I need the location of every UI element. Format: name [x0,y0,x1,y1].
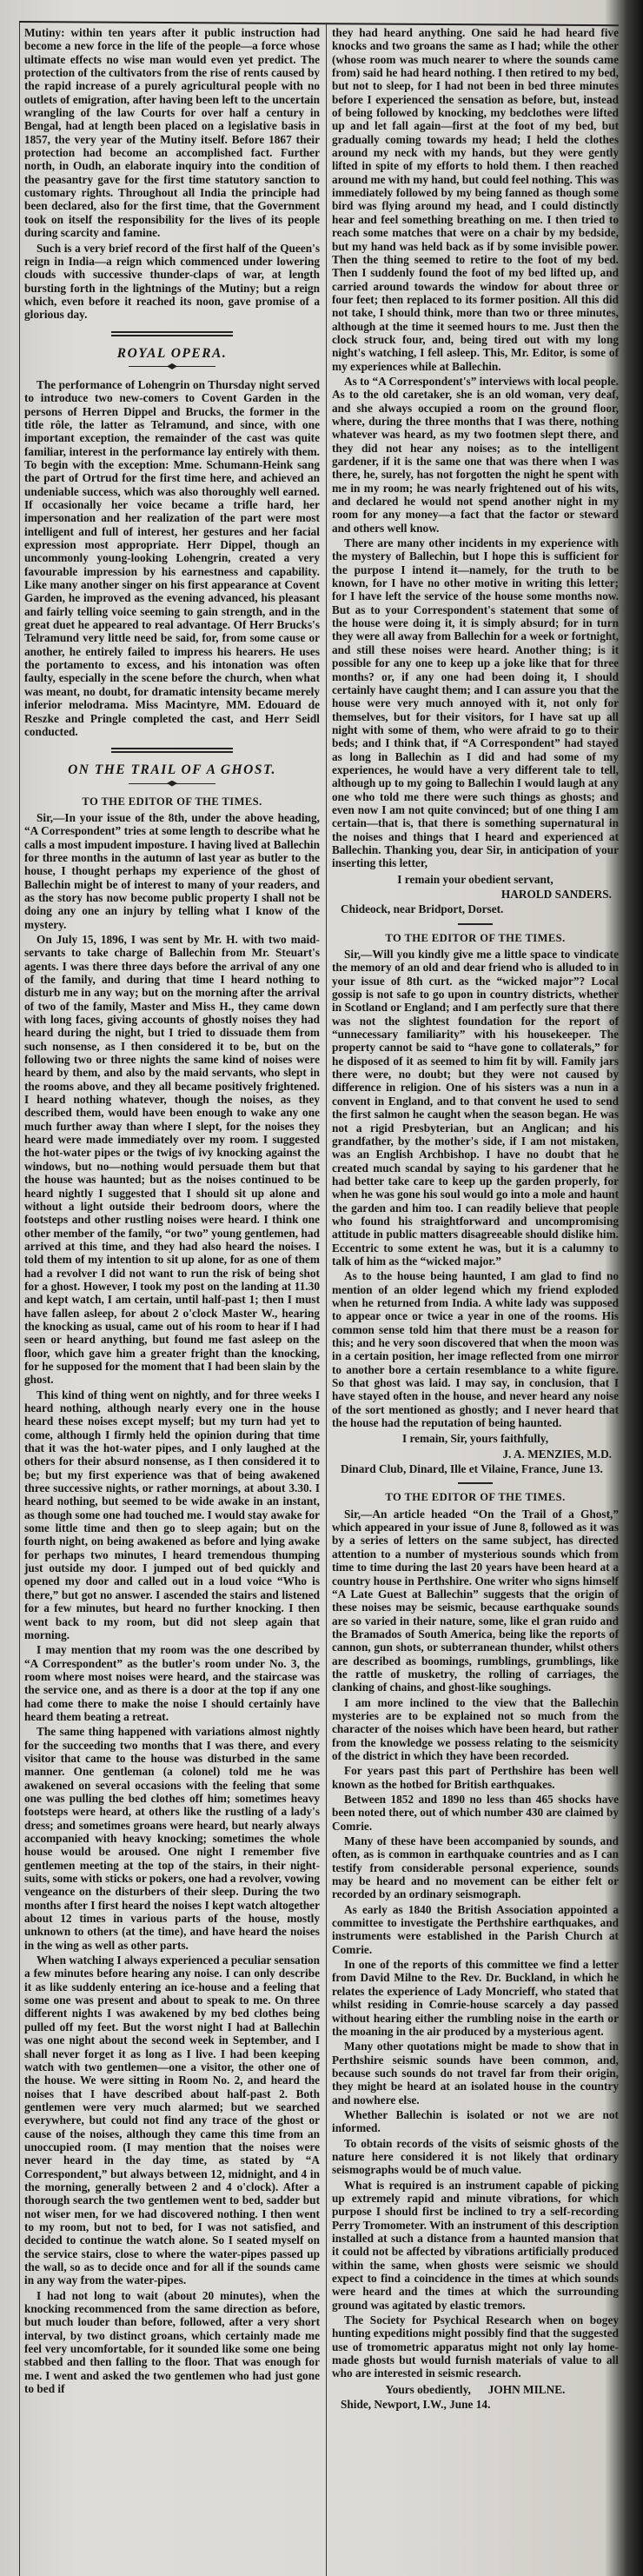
paragraph: As to the house being haunted, I am glad to find no mention of an older legend which my friend exploded when he returned from India. A white lady was supposed to appear once or twice a year in one of the rooms. His common sense told him that there must be a reason for this; and he very soon discovered that when the moon was in a certain position, her image reflected from one mirror to another bore a certain resemblance to a white figure. So that ghost was laid. I may say, in conclusion, that I have stayed often in the house, and never heard any noise of the sort mentioned as ghostly; and I never heard that the house had the reputation of being haunted. [332,1269,619,1430]
paragraph: For years past this part of Perthshire has been well known as the hotbed for British earthquakes. [332,1764,619,1791]
paragraph: Between 1852 and 1890 no less than 465 shocks have been noted there, out of which number 430 are claimed by Comrie. [332,1793,619,1833]
paragraph: I am more inclined to the view that the Ballechin mysteries are to be explained not so much from the character of the noises which have been heard, but rather from the knowledge we possess relating to the seismicity of the district in which they have been recorded. [332,1695,619,1762]
paragraph: Mutiny: within ten years after it public instruction had become a new force in the life of the people—a force whose ultimate effects no wise man would even yet predict. The protection of the cultivators from the rise of rents caused by the rapid increase of a purely agricultural people with no outlets of emigration, after having been left to the uncertain wrangling of the law Courts for over half a century in Bengal, had at length been placed on a legislative basis in 1857, the very year of the Mutiny itself. Before 1867 their protection had become an accomplished fact. Further north, in Oudh, an elaborate inquiry into the condition of the peasantry gave for the first time statutory sanction to customary rights. Throughout all India the principle had been declared, also for the first time, that the Government took on itself the responsibility for the lives of its people during scarcity and famine. [24,26,320,240]
letter-signature: J. A. MENZIES, M.D. [502,1447,612,1461]
right-column [332,26,619,2411]
letter-closing [332,2383,619,2396]
letter-signature: HAROLD SANDERS. [500,888,612,901]
letter-address: Dinard Club, Dinard, Ille et Vilaine, France, June 13. [341,1462,603,1476]
letter-address: Chideock, near Bridport, Dorset. [341,902,504,916]
letter-address: Shide, Newport, I.W., June 14. [341,2398,491,2412]
letter-closing: I remain your obedient servant, [397,872,554,886]
paragraph: The same thing happened with variations almost nightly for the succeeding two months that I was there, and every visitor that came to the house was disturbed in the same manner. One gentleman (a colonel) told me he was awakened on several occasions with the feeling that some one was pulling the bed clothes off him; sometimes heavy footsteps were heard, at others like the rustling of a lady's dress; and sometimes groans were heard, but nearly always accompanied with heavy knocking; sometimes the whole house would be aroused. One night I remember five gentlemen meeting at the top of the stairs, in their night-suits, some with sticks or pokers, one had a revolver, vowing vengeance on the disturbers of their sleep. During the two months after I first heard the noises I kept watch altogether about 12 times in various parts of the house, mostly unknown to others (at the time), and have heard the noises in the wing as well as other parts. [24,1725,320,1952]
letter-signature: JOHN MILNE. [487,2382,566,2396]
paragraph: In one of the reports of this committee we find a letter from David Milne to the Rev. Dr. Buckland, in which he relates the experience of Lady Moncrieff, who stated that whilst residing in Comrie-house scarcely a day passed without hearing either the rumbling noise in the earth or the moaning in the air produced by a mysterious agent. [332,1958,619,2038]
letter-closing-text: Yours obediently, [385,2382,471,2396]
paragraph: Many other quotations might be made to show that in Perthshire seismic sounds have been common, and, because such sounds do not travel far from their origin, they might be heard at an isolated house in the country and nowhere else. [332,2040,619,2107]
section-heading-royal-opera: ROYAL OPERA. [116,345,228,361]
section-heading-ghost: ON THE TRAIL OF A GHOST. [68,762,276,778]
left-column [24,26,320,2395]
paragraph: I may mention that my room was the one described by “A Correspondent” as the butler's room under No. 3, the room where most noises were heard, and the staircase was the service one, and as there is a door at the top if any one had come there to make the noise I should certainly have heard them beating a retreat. [24,1643,320,1723]
double-rule [111,748,233,753]
paragraph: The Society for Psychical Research when on bogey hunting expeditions might possibly find that the suggested use of tromometric apparatus might not only lay home-made ghosts but would furnish materials of value to all who are interested in seismic research. [332,2313,619,2380]
short-rule [458,923,493,925]
ornament-divider [129,781,215,787]
paragraph: Sir,—Will you kindly give me a little space to vindicate the memory of an old and dear friend who is alluded to in your issue of 8th curt. as the “wicked major”? Local gossip is not safe to go upon in country districts, whether in Scotland or England; and I am perfectly sure that there was not the slightest foundation for the report of “unnecessary familiarity” with his housekeeper. The property cannot be said to “have gone to collaterals,” for he disposed of it as seemed to him fit by will. Family jars there were, no doubt; but they were not caused by difference in religion. One of his sisters was a nun in a convent in England, and to that convent he used to send the first salmon he caught when the season began. He was not a rigid Presbyterian, but an Anglican; and his grandfather, by the mother's side, if I am not mistaken, was an English Archbishop. I have no doubt that he created much scandal by saying to his gardener that he had better take care to keep up the garden properly, for when he was gone his soul would go into a mole and haunt the garden and him too. I can readily believe that people who found his straightforward and uncompromising attitude in public matters disagreeable should dislike him. Eccentric to some extent he was, but it is a calumny to talk of him as the “wicked major.” [332,948,619,1268]
paragraph: There are many other incidents in my experience with the mystery of Ballechin, but I hope this is sufficient for the purpose I intend it—namely, for the truth to be known, for I have no other motive in writing this letter; for I have left the service of the house some months now. But as to your Correspondent's statement that some of the house were doing it, it is simply absurd; for in turn they were all away from Ballechin for a week or fortnight, and still these noises were heard. Another thing; is it possible for any one to keep up a joke like that for three months? or, if any one had been doing it, I should certainly have caught them; and I can assure you that the house were very much annoyed with it, not only for themselves, but for their visitors, for I have sat up all night with some of them, who were afraid to go to their beds; and I think that, if “A Correspondent” had stayed as long in Ballechin as I did and had some of my experiences, he would have a very different tale to tell, although up to my going to Ballechin I would laugh at any one who told me there were such things as ghosts; and even now I am not quite convinced; but of one thing I am certain—that is, that there is something supernatural in the noises and things that I heard and experienced at Ballechin. Thanking you, dear Sir, in anticipation of your inserting this letter, [332,536,619,870]
paragraph: Whether Ballechin is isolated or not we are not informed. [332,2107,619,2135]
paragraph: Sir,—An article headed “On the Trail of a Ghost,” which appeared in your issue of June 8, followed as it was by a series of letters on the same subject, has directed attention to a number of mysterious sounds which from time to time during the last 20 years have been heard at a country house in Perthshire. One writer who signs himself “A Late Guest at Ballechin” suggests that the origin of these noises may be seismic, because earthquake sounds are so varied in their nature, some, like el gran ruido and the Bramados of South America, being like the reports of cannon, gun shots, or subterranean thunder, whilst others are described as boomings, rumblings, grumblings, like the rattle of musketry, the rolling of carriages, the clanking of chains, and ghost-like soughings. [332,1507,619,1694]
letter-heading: TO THE EDITOR OF THE TIMES. [385,1491,566,1504]
paragraph: As early as 1840 the British Association appointed a committee to investigate the Perthshire earthquakes, and instruments were established in the Parish Church at Comrie. [332,1902,619,1956]
paragraph: I had not long to wait (about 20 minutes), when the knocking recommenced from the same direction as before, but much louder than before, followed, after a very short interval, by two distinct groans, which certainly made me feel very uncomfortable, for it sounded like some one being stabbed and then falling to the floor. That was enough for me. I went and asked the two gentlemen who had just gone to bed if [24,2288,320,2396]
letter-heading: TO THE EDITOR OF THE TIMES. [82,795,262,808]
paragraph: Such is a very brief record of the first half of the Queen's reign in India—a reign which commenced under lowering clouds with successive thunder-claps of war, at length bursting forth in the lightnings of the Mutiny; but a reign which, even before it reached its noon, gave promise of a glorious day. [24,241,320,322]
paragraph: On July 15, 1896, I was sent by Mr. H. with two maid-servants to take charge of Ballechin from Mr. Steuart's agents. I was there three days before the arrival of any one of the family, and during that time I heard nothing to disturb me in any way; but on the morning after the arrival of two of the family, Master and Miss H., they came down with long faces, giving accounts of ghostly noises they had heard during the night, but I tried to dissuade them from such nonsense, as I then considered it to be, but on the following two or three nights the same kind of noises were heard by them, and also by the maid servants, who slept in the rooms above, and they all became positively frightened. I heard nothing whatever, though the noises, as they described them, would have been enough to wake any one much further away than where I slept, for the noises they heard were made immediately over my room. I suggested the hot-water pipes or the twigs of ivy knocking against the windows, but no—nothing would persuade them but that the house was haunted; but as the noises continued to be heard nightly I suggested that I should sit up alone and without a light outside their bedroom doors, where the footsteps and other rustling noises were heard. I think one other member of the family, “or two” young gentlemen, had arrived at this time, and they had also heard the noises. I told them of my intention to sit up alone, for as one of them had a revolver I did not want to run the risk of being shot for a ghost. However, I took my post on the landing at 11.30 and kept watch, I am certain, until half-past 1; then I must have fallen asleep, for about 2 o'clock Master W., hearing the knocking as usual, came out of his room to hear if I had seen or heard anything, but found me fast asleep on the floor, which gave him a greater fright than the knocking, for he supposed for the moment that I had been slain by the ghost. [24,932,320,1387]
double-rule [111,331,233,336]
short-rule [458,1482,493,1484]
paragraph: This kind of thing went on nightly, and for three weeks I heard nothing, although nearly every one in the house heard these noises except myself; but my turn had yet to come, although I firmly held the opinion during that time that it was the hot-water pipes, and I only laughed at the others for their absurd nonsense, as I then considered it to be; but my first experience was that of being awakened three successive nights, or rather mornings, at about 3.30. I heard nothing, but seemed to be wide awake in an instant, as though some one had touched me. I would stay awake for some little time and then go to sleep again; but on the fourth night, on being awakened as before and lying awake for perhaps two minutes, I heard tremendous thumping just outside my door. I jumped out of bed quickly and opened my door and called out in a loud voice “Who is there,” but got no answer. I ascended the stairs and listened for a few minutes, but heard no further knocking. I then went back to my room, but did not sleep again that morning. [24,1388,320,1641]
paragraph: When watching I always experienced a peculiar sensation a few minutes before hearing any noise. I can only describe it as like suddenly entering an ice-house and a feeling that some one was present and about to speak to me. On three different nights I was awakened by my bed clothes being pulled off my feet. But the worst night I had at Ballechin was one night about the second week in September, and I shall never forget it as long as I live. I had been keeping watch with two gentlemen—one a visitor, the other one of the house. We were sitting in Room No. 2, and heard the noises that I have described about half-past 2. Both gentlemen were very much alarmed; but we searched everywhere, but could not find any trace of the ghost or cause of the noises, although they came this time from an unoccupied room. (I may mention that the noises were never heard in the day time, as stated by “A Correspondent,” but always between 12, midnight, and 4 in the morning, generally between 2 and 4 o'clock). After a thorough search the two gentlemen went to bed, sadder but not wiser men, for we had discovered nothing. I then went to my room, but not to bed, for I was not satisfied, and decided to continue the watch alone. So I seated myself on the service stairs, close to where the water-pipes passed up the wall, so as to decide once and for all if the sounds came in any way from the water-pipes. [24,1954,320,2287]
column-divider [19,23,20,2576]
letter-heading: TO THE EDITOR OF THE TIMES. [385,931,566,944]
paragraph: What is required is an instrument capable of picking up extremely rapid and minute vibrations, for which purpose I should first be inclined to try a self-recording Perry Tromometer. With an instrument of this description installed at such a distance from a haunted mansion that it could not be affected by vibrations artificially produced within the same, when ghosts were seismic we should expect to find a coincidence in the times at which sounds were heard and the times at which the surrounding ground was agitated by elastic tremors. [332,2178,619,2312]
paragraph: Sir,—In your issue of the 8th, under the above heading, “A Correspondent” tries at some length to describe what he calls a most impudent imposture. I having lived at Ballechin for three months in the autumn of last year as butler to the house, I thought perhaps my experience of the ghost of Ballechin might be of interest to many of your readers, and as the story has now become public property I shall not be doing any one an injury by telling what I know of the mystery. [24,810,320,931]
ornament-divider [129,363,215,369]
letter-closing: I remain, Sir, yours faithfully, [401,1432,549,1446]
paragraph: Many of these have been accompanied by sounds, and often, as is common in earthquake countries and as I can testify from considerable personal experience, sounds may be heard and no movement can be either felt or recorded by an ordinary seismograph. [332,1834,619,1901]
column-divider [326,23,327,2576]
paragraph: The performance of Lohengrin on Thursday night served to introduce two new-comers to Covent Garden in the persons of Herren Dippel and Brucks, the former in the title rôle, the latter as Telramund, and since, with one important exception, the remainder of the cast was quite familiar, interest in the performance lay entirely with them. To begin with the exception: Mme. Schumann-Heink sang the part of Ortrud for the first time here, and achieved an undeniable success, which was also thoroughly well earned. If occasionally her voice became a trifle hard, her impersonation and her realization of the part were most intelligent and full of interest, her gestures and her facial expression most appropriate. Herr Dippel, though an uncommonly young-looking Lohengrin, created a very favourable impression by his earnestness and capability. Like many another singer on his first appearance at Covent Garden, he improved as the evening advanced, his pleasant and fairly telling voice seeming to gain strength, and in the great duet he appeared to real advantage. Of Herr Brucks's Telramund very little need be said, for, from some cause or another, he entirely failed to impress his hearers. He uses the portamento to excess, and his intonation was often faulty, especially in the scene before the church, when what was meant, no doubt, for dramatic intensity became merely inferior melodrama. Miss Macintyre, MM. Edouard de Reszke and Pringle completed the cast, and Herr Seidl conducted. [24,377,320,738]
paragraph: To obtain records of the visits of seismic ghosts of the nature here considered it is not likely that ordinary seismographs would be of much value. [332,2136,619,2177]
paragraph: they had heard anything. One said he had heard five knocks and two groans the same as I had; while the other (whose room was much nearer to where the sounds came from) said he had heard nothing. I then retired to my bed, but not to sleep, for I had not been in bed three minutes before I experienced the sensation as before, but, instead of being followed by knocking, my bedclothes were lifted up and let fall again—first at the foot of my bed, but gradually coming towards my head; I held the clothes around my neck with my hands, but they were gently lifted in spite of my efforts to hold them. I then reached around me with my hand, but could feel nothing. This was immediately followed by my being fanned as though some bird was flying around my head, and I could distinctly hear and feel something breathing on me. I then tried to reach some matches that were on a chair by my bedside, but my hand was held back as if by some invisible power. Then the thing seemed to retire to the foot of my bed. Then I suddenly found the foot of my bed lifted up, and carried around towards the window for about three or four feet; then replaced to its former position. All this did not take, I should think, more than two or three minutes, although at the time it seemed hours to me. Just then the clock struck four, and, being tired out with my long night's watching, I fell asleep. This, Mr. Editor, is some of my experiences while at Ballechin. [332,26,619,373]
paragraph: As to “A Correspondent's” interviews with local people. As to the old caretaker, she is an old woman, very deaf, and she always occupied a room on the ground floor, where, during the three months that I was there, nothing whatever was heard, as my two footmen slept there, and they did not hear any noises; as to the intelligent gardener, if it is the same one that was there when I was there, he, surely, has not forgotten the night he spent with me in my room; he was nearly frightened out of his wits, and declared he would not spend another night in my room for any money—a fact that the factor or steward and others well know. [332,374,619,535]
